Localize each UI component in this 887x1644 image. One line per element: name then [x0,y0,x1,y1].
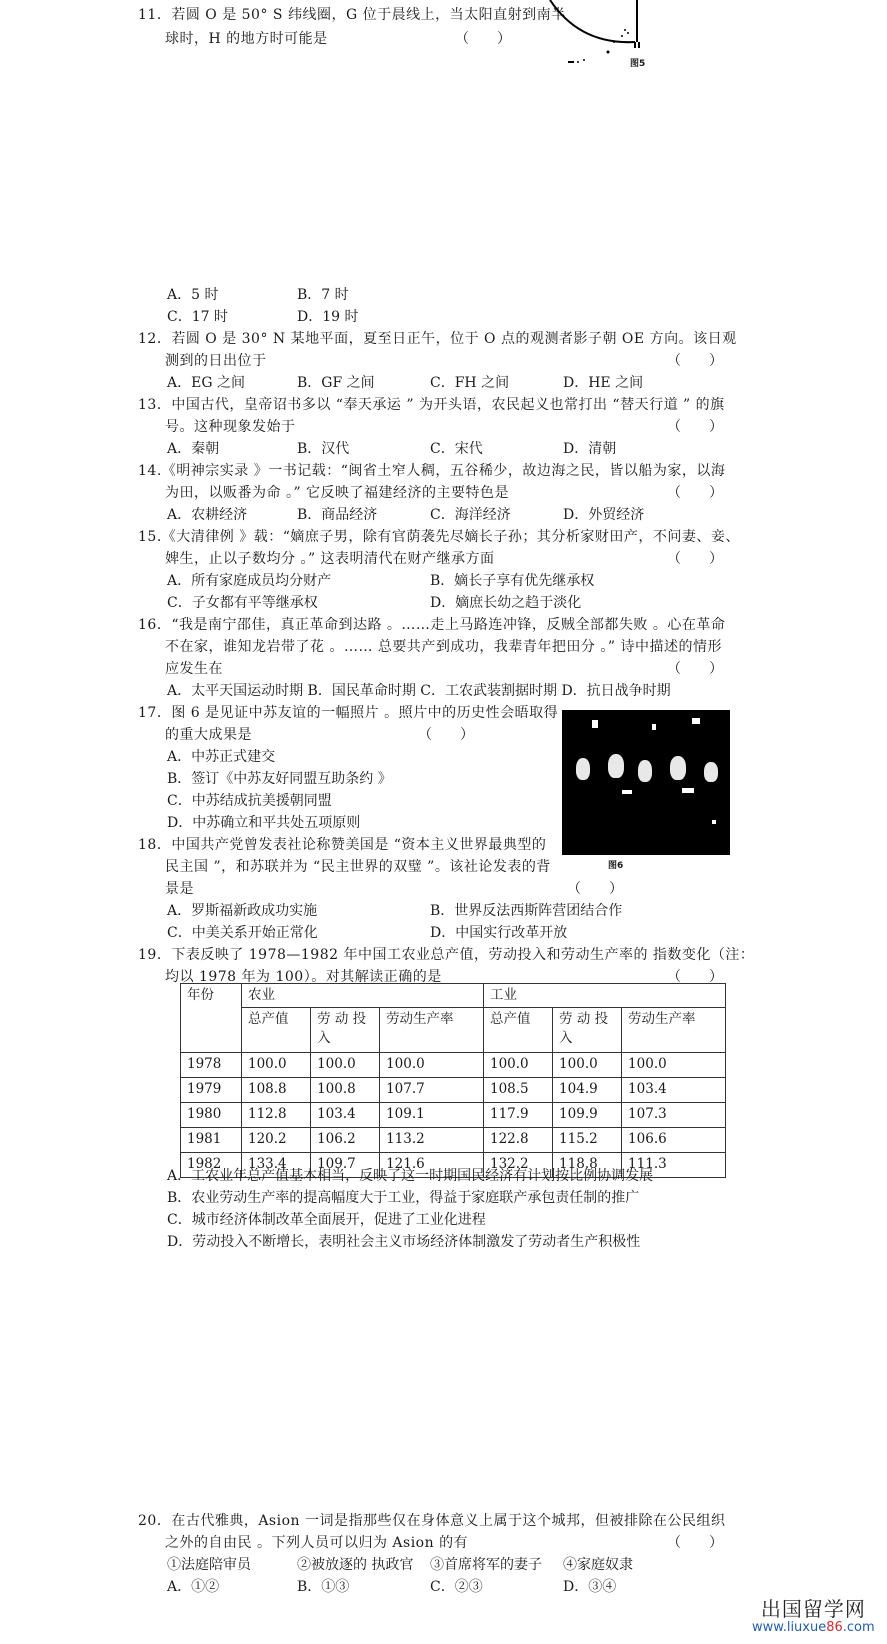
table-cell: 109.1 [380,1103,484,1128]
q14-stem-line1: 14.《明神宗实录 》一书记载：“闽省土窄人稠，五谷稀少，故边海之民，皆以船为家，以海 [138,463,726,479]
q18-option-a: A．罗斯福新政成功实施 [167,903,318,919]
watermark-url [752,1620,875,1636]
table-row [181,1103,726,1128]
table-cell: 122.8 [483,1128,552,1153]
q18-stem-line2: 民主国 ”，和苏联并为 “民主世界的双璧 ”。该社论发表的背 [165,859,551,875]
table-cell: 120.2 [242,1128,311,1153]
table-cell: 107.7 [380,1078,484,1103]
q13-option-b: B．汉代 [297,441,350,457]
q16-options: A．太平天国运动时期 B．国民革命时期 C．工农武装割据时期 D．抗日战争时期 [167,683,671,699]
table-cell: 133.4 [242,1153,311,1178]
q19-stem-line1: 19．下表反映了 1978—1982 年中国工农业总产值，劳动投入和劳动生产率的 指数变化（注： [138,947,755,963]
q17-option-b: B．签订《中苏友好同盟互助条约 》 [167,771,392,787]
q19-option-d: D．劳动投入不断增长，表明社会主义市场经济体制激发了劳动者生产积极性 [167,1234,641,1250]
q20-stem-line2: 之外的自由民 。下列人员可以归为 Asion 的有 [165,1535,469,1551]
table-cell: 100.0 [483,1053,552,1078]
q11-answer-paren: （ ） [455,31,511,47]
q12-stem-line2: 测到的日出位于 [165,353,267,369]
table-cell: 121.6 [380,1153,484,1178]
table-cell: 109.9 [553,1103,622,1128]
q16-stem-line1: 16．“我是南宁邵佳，真正革命到达路 。……走上马路连冲锋，反贼全部都失败 。心在革命 [138,617,726,633]
table-header-agriculture: 农业 [242,984,484,1008]
q15-answer-paren: （ ） [667,551,723,567]
table-cell: 108.5 [483,1078,552,1103]
q15-option-c: C．子女都有平等继承权 [167,595,318,611]
table-subheader: 劳动生产率 [380,1008,484,1053]
table-cell: 1979 [181,1078,242,1103]
q19-option-c: C．城市经济体制改革全面展开，促进了工业化进程 [167,1212,486,1228]
q20-option-a: A．①② [167,1579,220,1595]
table-row [181,1053,726,1078]
q19-data-table [180,983,726,1178]
q20-item-3: ③首席将军的妻子 [430,1557,542,1573]
table-cell: 103.4 [622,1078,726,1103]
q19-option-b: B．农业劳动生产率的提高幅度大于工业，得益于家庭联产承包责任制的推广 [167,1190,640,1206]
table-row [181,1078,726,1103]
q11-option-c: C．17 时 [167,309,228,325]
q19-answer-paren: （ ） [667,969,723,985]
q18-option-b: B．世界反法西斯阵营团结合作 [430,903,623,919]
q14-stem-line2: 为田，以贩番为命 。” 它反映了福建经济的主要特色是 [165,485,510,501]
q20-item-1: ①法庭陪审员 [167,1557,251,1573]
q18-stem-line1: 18．中国共产党曾发表社论称赞美国是 “资本主义世界最典型的 [138,837,547,853]
globe-diagram-icon [540,0,690,80]
q18-stem-line3: 景是 [165,881,194,897]
q13-option-c: C．宋代 [430,441,483,457]
watermark-url-highlight: 86 [826,1620,843,1635]
table-cell: 1981 [181,1128,242,1153]
q16-stem-line3: 应发生在 [165,661,223,677]
q14-answer-paren: （ ） [667,485,723,501]
table-subheader: 劳 动 投 入 [311,1008,380,1053]
table-header-year: 年份 [181,984,242,1053]
table-cell: 132.2 [483,1153,552,1178]
q20-option-b: B．①③ [297,1579,350,1595]
q15-stem-line2: 婢生，止以子数均分 。” 这表明清代在财产继承方面 [165,551,495,567]
q14-option-b: B．商品经济 [297,507,378,523]
q15-option-d: D．嫡庶长幼之趋于淡化 [430,595,582,611]
q17-stem-line1: 17．图 6 是见证中苏友谊的一幅照片 。照片中的历史性会晤取得 [138,705,559,721]
q14-option-c: C．海洋经济 [430,507,511,523]
q17-answer-paren: （ ） [418,727,474,743]
table-header-industry: 工业 [483,984,725,1008]
q14-option-d: D．外贸经济 [563,507,645,523]
table-cell: 108.8 [242,1078,311,1103]
table-cell: 107.3 [622,1103,726,1128]
q15-option-a: A．所有家庭成员均分财产 [167,573,332,589]
table-header-row [181,984,726,1008]
table-cell: 115.2 [553,1128,622,1153]
q17-stem-line2: 的重大成果是 [165,727,252,743]
q17-option-c: C．中苏结成抗美援朝同盟 [167,793,332,809]
q17-option-d: D．中苏确立和平共处五项原则 [167,815,361,831]
q14-option-a: A．农耕经济 [167,507,248,523]
table-cell: 1982 [181,1153,242,1178]
q11-stem-line1: 11．若圆 O 是 50° S 纬线圈，G 位于晨线上，当太阳直射到南半 [138,7,566,23]
table-cell: 113.2 [380,1128,484,1153]
q17-figure-label: 图6 [608,861,624,871]
q15-stem-line1: 15.《大清律例 》载：“嫡庶子男，除有官荫袭先尽嫡长子孙；其分析家财田产，不问妻、妾、 [138,529,740,545]
watermark-url-prefix: www.liuxue [752,1620,827,1635]
table-cell: 100.0 [311,1053,380,1078]
q11-figure-label: 图5 [630,59,646,69]
q18-option-d: D．中国实行改革开放 [430,925,568,941]
q18-answer-paren: （ ） [567,881,623,897]
q13-option-a: A．秦朝 [167,441,220,457]
q12-stem-line1: 12．若圆 O 是 30° N 某地平面，夏至日正午，位于 O 点的观测者影子朝 OE 方向。该日观 [138,331,737,347]
table-cell: 117.9 [483,1103,552,1128]
q13-option-d: D．清朝 [563,441,617,457]
q13-stem-line2: 号。这种现象发始于 [165,419,296,435]
q20-item-4: ④家庭奴隶 [563,1557,633,1573]
q12-answer-paren: （ ） [667,353,723,369]
table-row [181,1128,726,1153]
q20-item-2: ②被放逐的 执政官 [297,1557,414,1573]
table-subheader: 劳动生产率 [622,1008,726,1053]
q12-option-c: C．FH 之间 [430,375,510,391]
table-cell: 118.8 [553,1153,622,1178]
q19-stem-line2: 均以 1978 年为 100）。对其解读正确的是 [165,969,442,985]
table-cell: 112.8 [242,1103,311,1128]
table-cell: 111.3 [622,1153,726,1178]
table-cell: 106.6 [622,1128,726,1153]
q11-option-b: B．7 时 [297,287,349,303]
table-cell: 100.0 [380,1053,484,1078]
table-subheader: 劳 动 投 入 [553,1008,622,1053]
table-subheader: 总产值 [483,1008,552,1053]
table-cell: 100.0 [622,1053,726,1078]
q20-answer-paren: （ ） [667,1535,723,1551]
q12-option-b: B．GF 之间 [297,375,375,391]
table-cell: 104.9 [553,1078,622,1103]
table-cell: 103.4 [311,1103,380,1128]
q17-option-a: A．中苏正式建交 [167,749,276,765]
table-cell: 1980 [181,1103,242,1128]
q16-stem-line2: 不在家，谁知龙岩带了花 。…… 总要共产到成功，我辈青年把田分 。” 诗中描述的情形 [165,639,722,655]
q13-answer-paren: （ ） [667,419,723,435]
q13-stem-line1: 13．中国古代，皇帝诏书多以 “奉天承运 ” 为开头语，农民起义也常打出 “替天行道 ” 的旗 [138,397,725,413]
q11-option-a: A．5 时 [167,287,219,303]
q12-option-a: A．EG 之间 [167,375,245,391]
q16-answer-paren: （ ） [667,661,723,677]
table-cell: 100.0 [242,1053,311,1078]
watermark-url-suffix: .com [842,1620,875,1635]
table-cell: 106.2 [311,1128,380,1153]
table-subheader-row [181,1008,726,1053]
watermark-site-name: 出国留学网 [760,1597,866,1621]
table-cell: 100.0 [553,1053,622,1078]
q20-option-c: C．②③ [430,1579,483,1595]
q11-option-d: D．19 时 [297,309,359,325]
table-cell: 1978 [181,1053,242,1078]
q12-option-d: D．HE 之间 [563,375,644,391]
q15-option-b: B．嫡长子享有优先继承权 [430,573,595,589]
q19-option-a: A．工农业年总产值基本相当，反映了这一时期国民经济有计划按比例协调发展 [167,1168,654,1184]
sino-soviet-meeting-photo [562,710,730,855]
table-cell: 109.7 [311,1153,380,1178]
q11-stem-line2: 球时，H 的地方时可能是 [165,31,328,47]
table-subheader: 总产值 [242,1008,311,1053]
site-watermark [752,1598,875,1636]
table-cell: 100.8 [311,1078,380,1103]
q20-stem-line1: 20．在古代雅典，Asion 一词是指那些仅在身体意义上属于这个城邦，但被排除在公民组织 [138,1513,726,1529]
q18-option-c: C．中美关系开始正常化 [167,925,318,941]
q20-option-d: D．③④ [563,1579,617,1595]
